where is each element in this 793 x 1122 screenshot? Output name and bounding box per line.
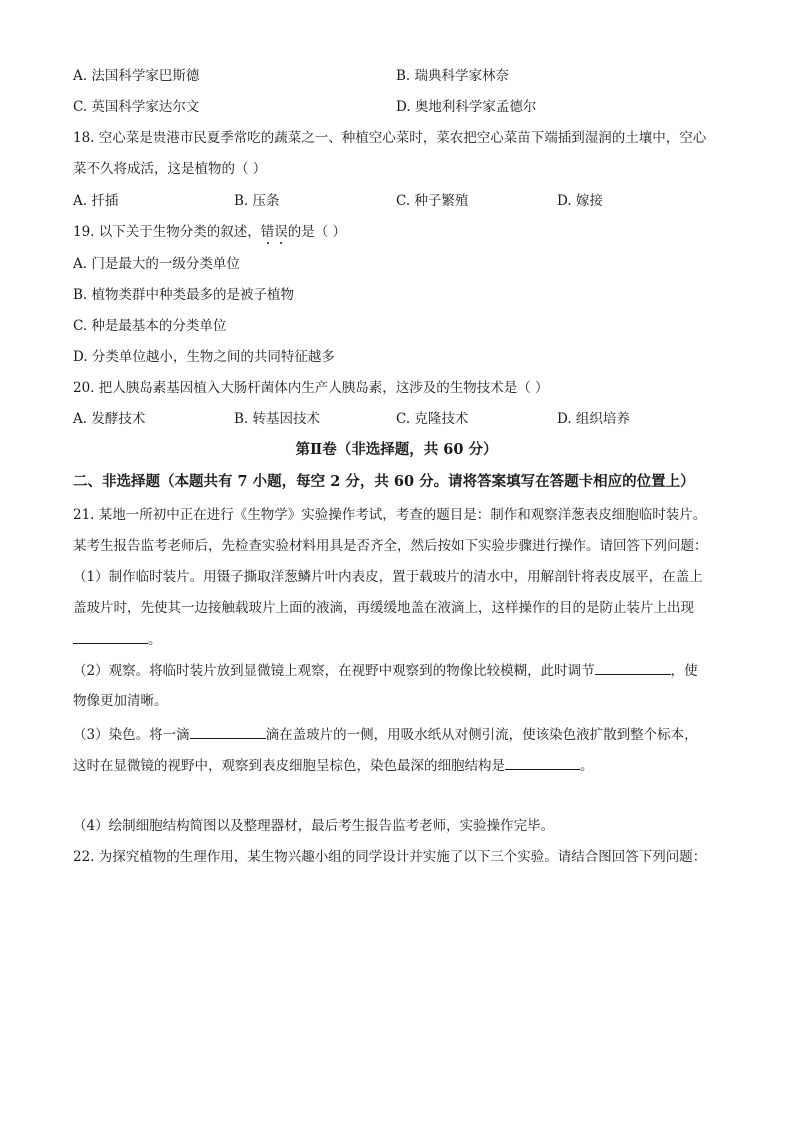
q19-emphasis-char-1: 错	[260, 224, 275, 240]
q22-stem: 22. 为探究植物的生理作用，某生物兴趣小组的同学设计并实施了以下三个实验。请结合图回答下列问题：	[73, 849, 707, 865]
q19-stem-pre: 19. 以下关于生物分类的叙述，	[73, 224, 261, 240]
answer-blank-4[interactable]	[505, 755, 580, 770]
answer-blank-2[interactable]	[595, 660, 671, 675]
q21-part1-line-3	[73, 629, 162, 650]
q21-part1-line-2: 盖玻片时，先使其一边接触载玻片上面的液滴，再缓缓地盖在液滴上，这样操作的目的是防止装片上出现	[73, 600, 694, 616]
q17-option-c: C. 英国科学家达尔文	[73, 99, 200, 115]
q21-part3-l2-post: 。	[580, 758, 594, 774]
q18-option-c: C. 种子繁殖	[396, 193, 469, 209]
q21-part3-line-1	[73, 724, 698, 745]
q21-part3-post: 滴在盖玻片的一侧，用吸水纸从对侧引流，使该染色液扩散到整个标本，	[265, 727, 698, 743]
q18-option-d: D. 嫁接	[557, 193, 603, 209]
q17-option-b: B. 瑞典科学家林奈	[396, 68, 510, 84]
q21-part1-end: 。	[148, 632, 162, 648]
q21-part4: （4）绘制细胞结构简图以及整理器材，最后考生报告监考老师，实验操作完毕。	[73, 818, 555, 834]
q21-part2-line-2: 物像更加清晰。	[73, 693, 168, 709]
q21-part2-pre: （2）观察。将临时装片放到显微镜上观察，在视野中观察到的物像比较模糊，此时调节	[73, 663, 595, 679]
q19-option-a: A. 门是最大的一级分类单位	[73, 256, 240, 272]
q21-part3-l2-pre: 这时在显微镜的视野中，观察到表皮细胞呈棕色，染色最深的细胞结构是	[73, 758, 505, 774]
q19-option-d: D. 分类单位越小，生物之间的共同特征越多	[73, 349, 335, 365]
q17-option-a: A. 法国科学家巴斯德	[73, 68, 200, 84]
q21-part3-line-2	[73, 755, 594, 776]
answer-blank-1[interactable]	[73, 629, 148, 644]
q21-stem-line-2: 某考生报告监考老师后，先检查实验材料用具是否齐全，然后按如下实验步骤进行操作。请回答下列问题：	[73, 538, 708, 554]
q21-part2-line-1	[73, 660, 698, 681]
q18-option-a: A. 扦插	[73, 193, 119, 209]
answer-blank-3[interactable]	[190, 724, 266, 739]
q19-emphasis-char-2: 误	[274, 224, 288, 240]
part2-title: 第Ⅱ卷（非选择题，共 60 分）	[295, 441, 498, 458]
q18-option-b: B. 压条	[234, 193, 280, 209]
q20-option-d: D. 组织培养	[557, 411, 630, 427]
q17-option-d: D. 奥地利科学家孟德尔	[396, 99, 537, 115]
q21-part1-line-1: （1）制作临时装片。用镊子撕取洋葱鳞片叶内表皮，置于载玻片的清水中，用解剖针将表皮展平，在盖上	[73, 569, 703, 585]
q18-stem-line-2: 菜不久将成活，这是植物的（ ）	[73, 161, 267, 177]
q21-part2-post: ，使	[670, 663, 698, 679]
q19-option-c: C. 种是最基本的分类单位	[73, 318, 227, 334]
q19-stem	[73, 222, 346, 242]
q19-stem-post: 的是（ ）	[287, 224, 347, 240]
q21-stem-line-1: 21. 某地一所初中正在进行《生物学》实验操作考试，考查的题目是：制作和观察洋葱表皮细胞临时装片。	[73, 507, 707, 523]
q18-stem-line-1: 18. 空心菜是贵港市民夏季常吃的蔬菜之一、种植空心菜时，菜农把空心菜苗下端插到湿润的土壤中，空心	[73, 130, 707, 146]
section2-heading: 二、非选择题（本题共有 7 小题，每空 2 分，共 60 分。请将答案填写在答题卡相应的位置上）	[73, 473, 695, 490]
q20-option-b: B. 转基因技术	[234, 411, 321, 427]
q21-part3-pre: （3）染色。将一滴	[73, 727, 190, 743]
q20-option-a: A. 发酵技术	[73, 411, 146, 427]
q20-stem: 20. 把人胰岛素基因植入大肠杆菌体内生产人胰岛素，这涉及的生物技术是（ ）	[73, 380, 549, 396]
q20-option-c: C. 克隆技术	[396, 411, 469, 427]
q19-option-b: B. 植物类群中种类最多的是被子植物	[73, 287, 295, 303]
